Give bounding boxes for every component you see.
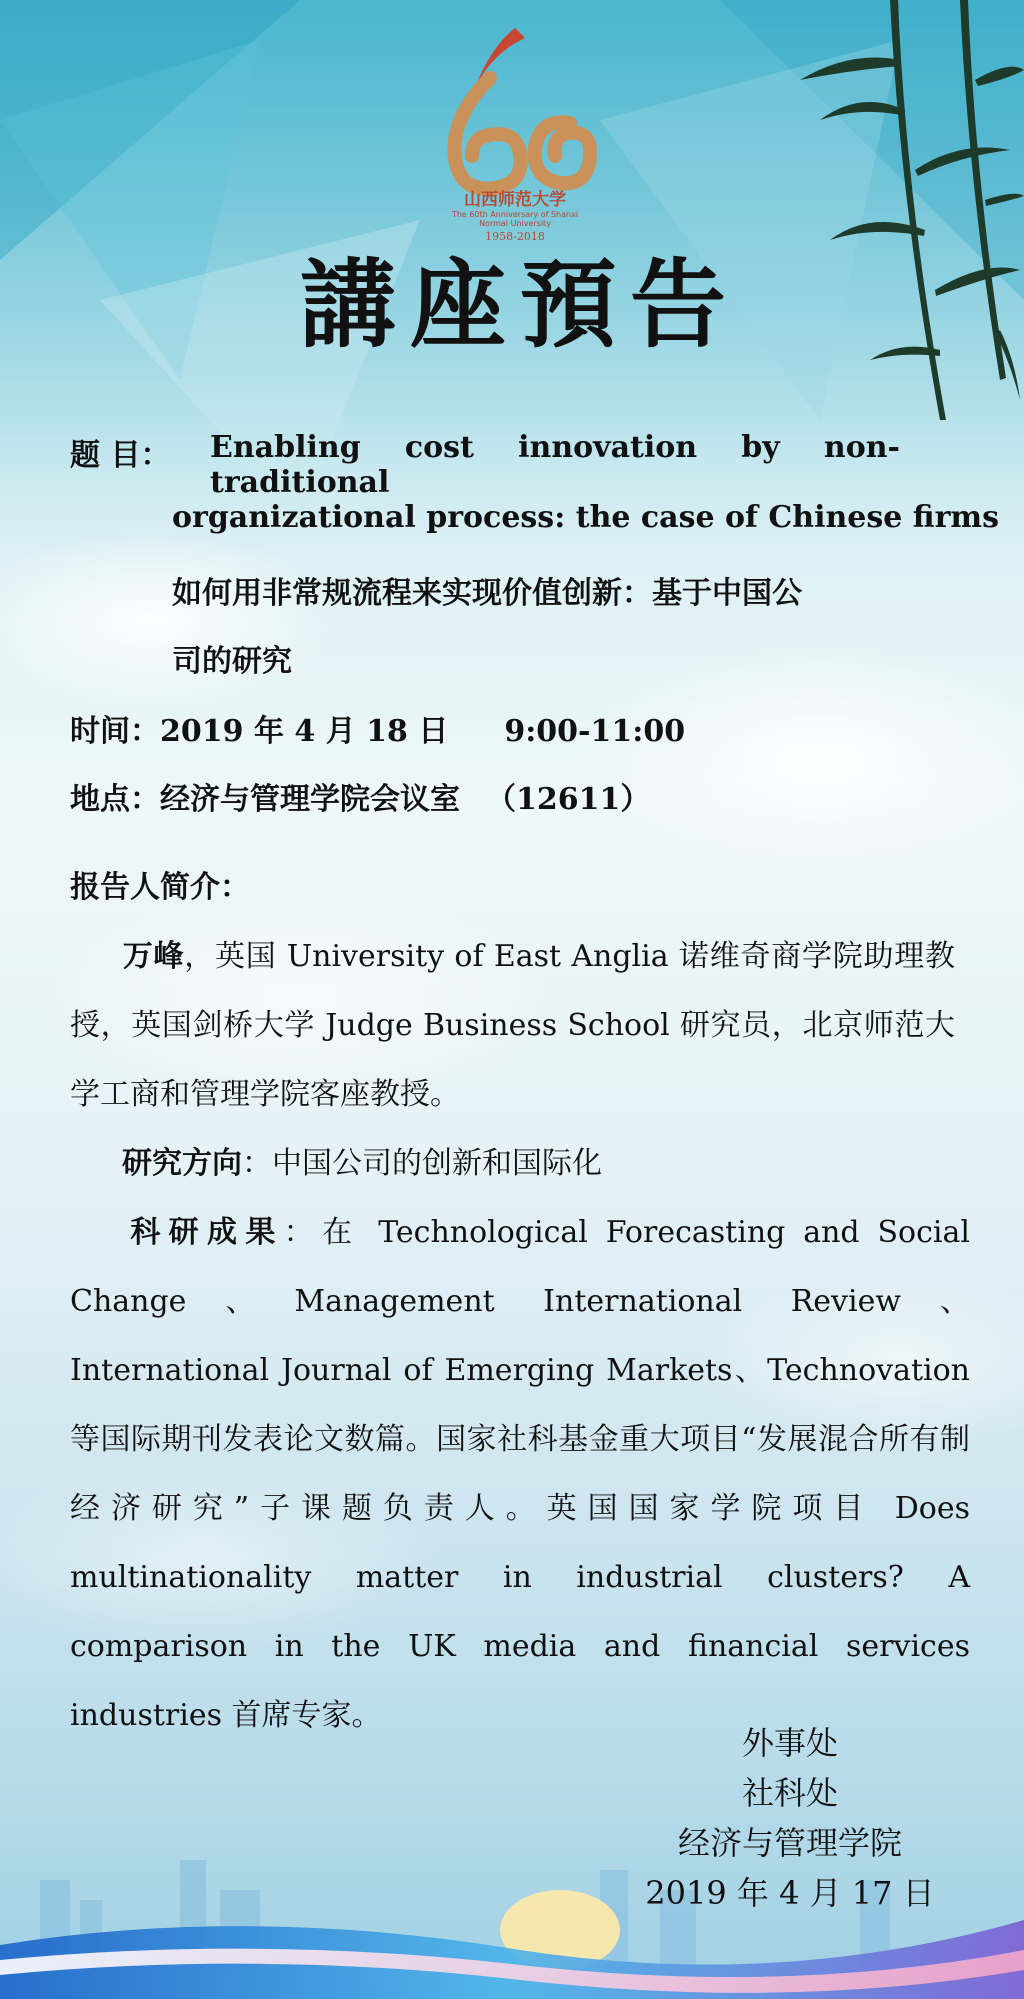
time-label: 时间： (70, 714, 160, 749)
research-direction (70, 1129, 955, 1198)
place-venue: 经济与管理学院会议室 (160, 782, 460, 817)
place-room: （12611） (486, 782, 651, 817)
speaker-name: 万峰 (122, 939, 185, 974)
research-results-label: 科研成果 (122, 1215, 284, 1250)
topic-label: 题 目： (70, 438, 171, 473)
research-direction-value: ：中国公司的创新和国际化 (242, 1146, 602, 1181)
speaker-bio-text: ，英国 University of East Anglia 诺维奇商学院助理教授，英国剑桥大学 Judge Business School 研究员，北京师范大学工商和管理学院客座教授。 (70, 939, 955, 1112)
time-range: 9:00-11:00 (504, 714, 686, 749)
speaker-bio (70, 922, 955, 1129)
time-row (70, 706, 685, 750)
page-title: 講座預告 (300, 248, 740, 361)
research-direction-label: 研究方向 (122, 1146, 242, 1181)
topic-cn-line-1: 如何用非常规流程来实现价值创新：基于中国公 (172, 576, 802, 611)
organizer-signature (640, 1718, 940, 1918)
research-results (70, 1198, 970, 1750)
time-date: 2019 年 4 月 18 日 (160, 714, 449, 749)
logo-years: 1958-2018 (485, 230, 545, 243)
speaker-heading: 报告人简介： (70, 870, 250, 905)
topic-en-line-2: organizational process: the case of Chinese firms (172, 500, 1000, 535)
organizer-1: 外事处 (741, 1724, 838, 1762)
logo-anniversary-text: The 60th Anniversary of Shanxi Normal University (451, 210, 579, 228)
organizer-3: 经济与管理学院 (677, 1824, 902, 1862)
logo-university-name: 山西师范大学 (464, 190, 566, 210)
notice-date: 2019 年 4 月 17 日 (645, 1874, 935, 1912)
topic-cn-line-2: 司的研究 (172, 644, 292, 679)
topic-en-line-1: Enabling cost innovation by non-traditional (210, 430, 900, 500)
research-results-text: ：在 Technological Forecasting and Social Change、Management International Review、International Journal of Emerging Markets、Technovation 等国际期刊发表论文数篇。国家社科基金重大项目“发展混合所有制经济研究”子课题负责人。英国国家学院项目 Does multinationality matter in industrial clusters? A comparison in the UK media and financial services industries 首席专家。 (70, 1215, 970, 1733)
place-row (70, 774, 650, 818)
organizer-2: 社科处 (741, 1774, 838, 1812)
place-label: 地点： (70, 782, 160, 817)
